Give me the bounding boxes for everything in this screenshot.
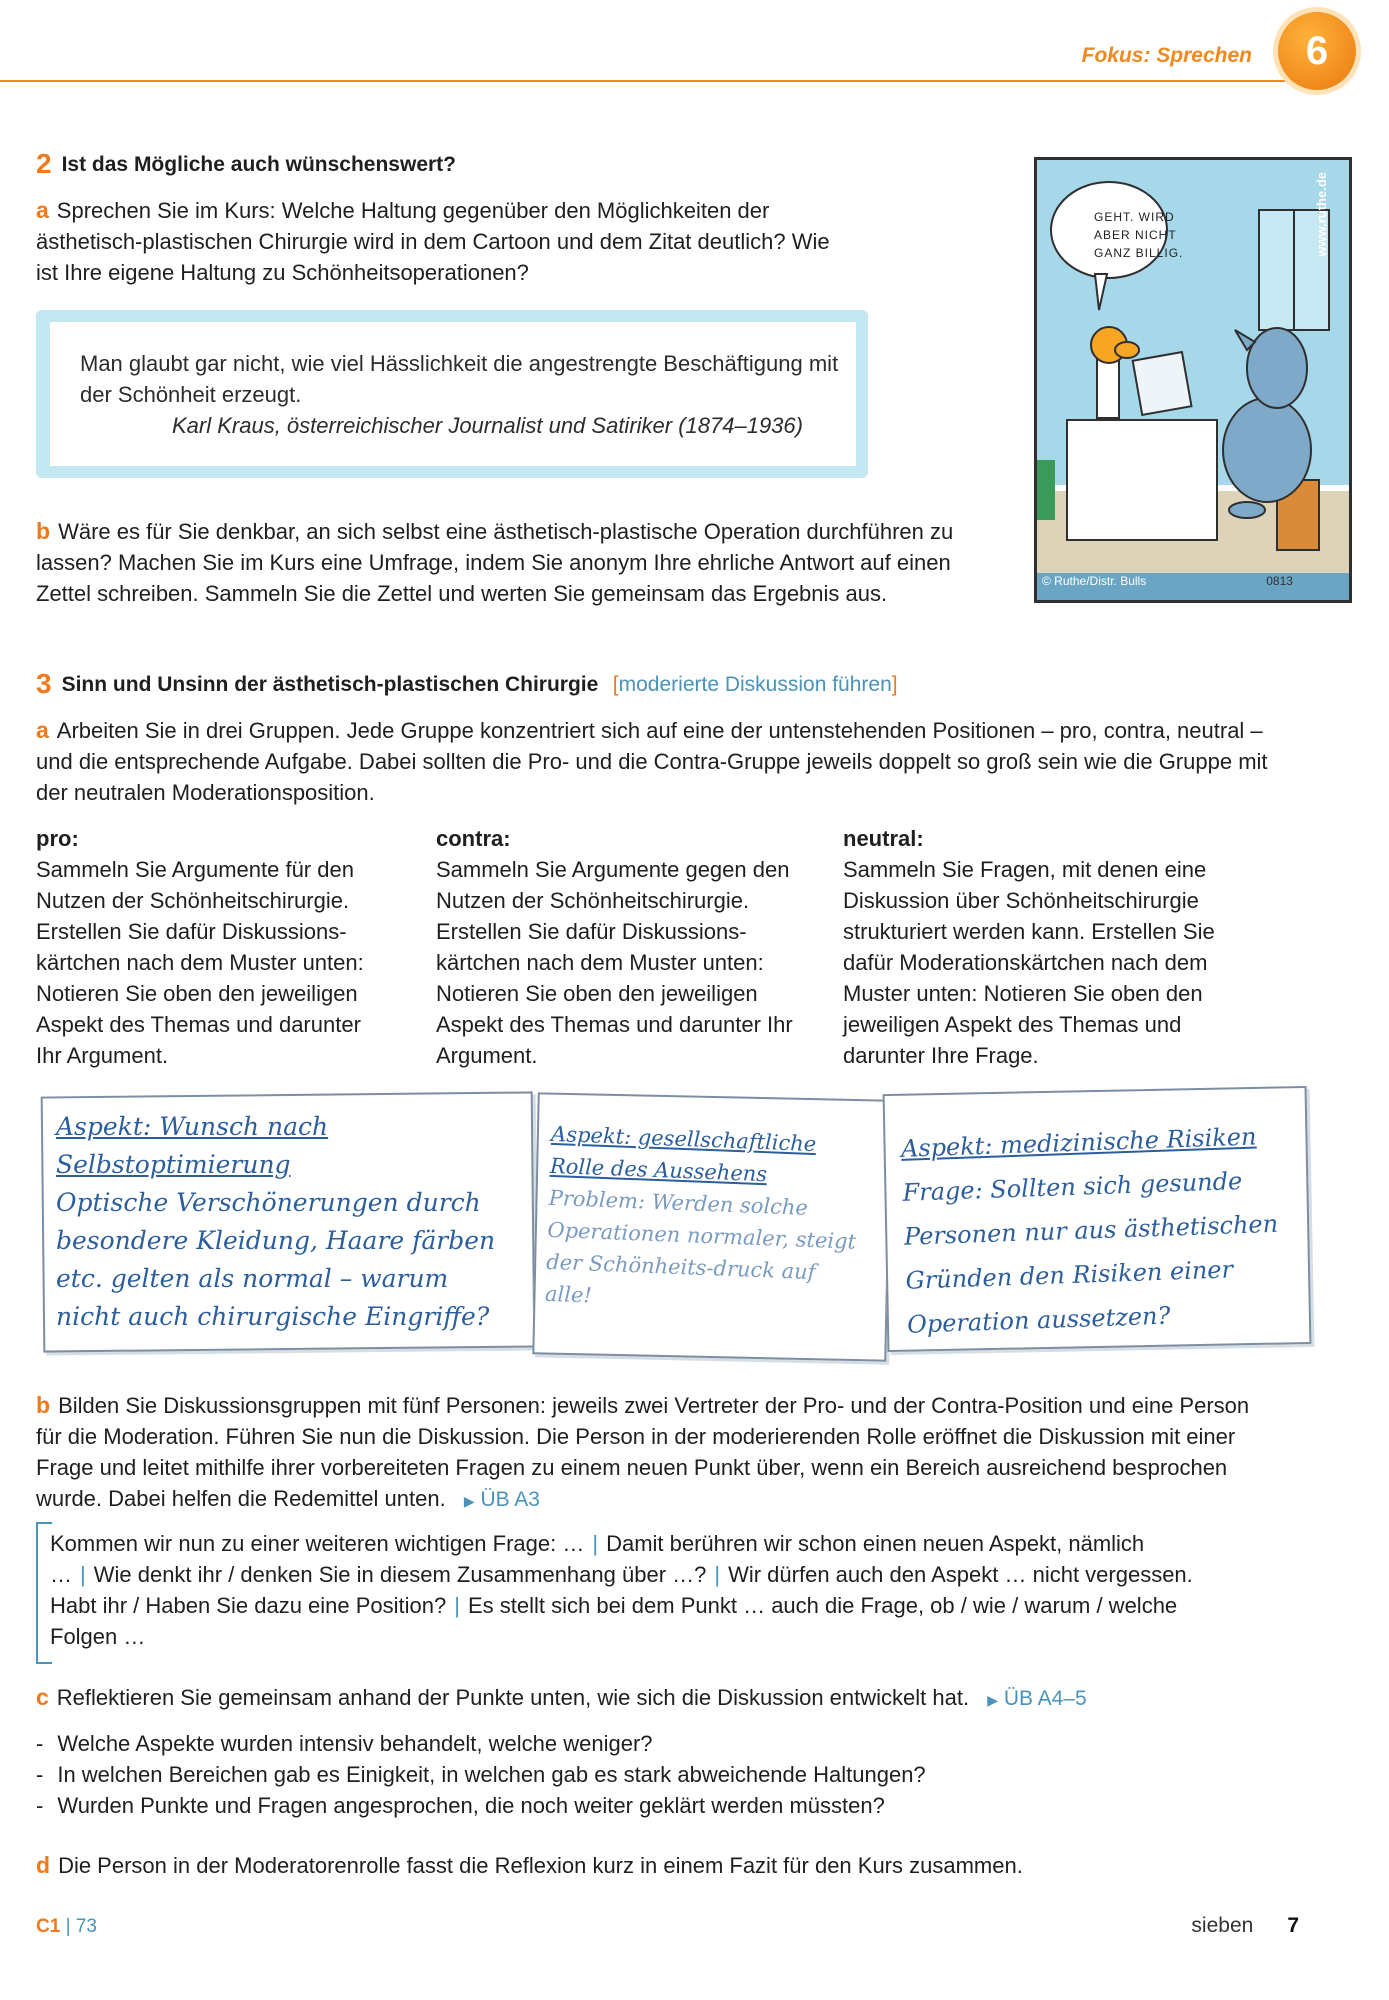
desk — [1067, 420, 1217, 540]
task-letter: b — [36, 1392, 51, 1418]
page-number: 7 — [1287, 1914, 1299, 1937]
section-3-heading — [36, 668, 1336, 700]
card-body: Frage: Sollten sich gesunde Personen nur aus ästhetischen Gründen den Risiken einer Operation aussetzen? — [902, 1166, 1279, 1339]
ref-label: ÜB A4–5 — [1003, 1687, 1087, 1710]
doctor-beak — [1115, 342, 1139, 358]
rhino-head — [1247, 328, 1307, 408]
column-heading: pro: — [36, 826, 79, 851]
phrase: Kommen wir nun zu einer weiteren wichtigen Frage: … — [50, 1531, 585, 1556]
phrase-separator: | — [714, 1562, 721, 1587]
bullet-item: - Wurden Punkte und Fragen angesprochen, die noch weiter geklärt werden müssten? — [36, 1793, 885, 1818]
task-2b — [36, 516, 1006, 609]
task-3a — [36, 715, 1276, 808]
bullet-text: In welchen Bereichen gab es Einigkeit, in welchen gab es stark abweichende Haltungen? — [57, 1762, 926, 1787]
cartoon-credit — [1042, 574, 1293, 588]
plant — [1037, 460, 1055, 520]
column-pro — [36, 823, 386, 1071]
phrase-separator: | — [592, 1531, 599, 1556]
page-word: sieben — [1191, 1914, 1254, 1937]
phrase: Wir dürfen auch den Aspekt … nicht vergessen. Habt ihr / Haben Sie dazu eine Position? — [50, 1562, 1193, 1618]
task-text: Reflektieren Sie gemeinsam anhand der Punkte unten, wie sich die Diskussion entwickelt hat. — [56, 1685, 970, 1710]
task-letter: a — [36, 717, 49, 743]
ref-label: ÜB A3 — [480, 1488, 540, 1511]
doctor-coat — [1097, 358, 1119, 418]
card-body: Problem: Werden solche Operationen normaler, steigt der Schönheits-druck auf alle! — [544, 1185, 857, 1308]
header-rule — [0, 80, 1330, 82]
rhino-body — [1223, 398, 1311, 502]
footer-level: C1 | 73 — [36, 1916, 97, 1937]
column-heading: contra: — [436, 826, 511, 851]
level-label: C1 — [36, 1916, 61, 1937]
phrase: Wie denkt ihr / denken Sie in diesem Zusammenhang über …? — [93, 1562, 707, 1587]
section-number: 3 — [36, 668, 52, 699]
bullet-item: - In welchen Bereichen gab es Einigkeit, in welchen gab es stark abweichende Haltungen? — [36, 1762, 926, 1787]
play-icon: ▶ — [987, 1692, 998, 1708]
task-letter: d — [36, 1852, 51, 1878]
card-body: Optische Verschönerungen durch besondere Kleidung, Haare färben etc. gelten als normal – warum nicht auch chirurgische Eingriffe? — [56, 1188, 496, 1331]
column-neutral — [843, 823, 1258, 1071]
bullet-text: Wurden Punkte und Fragen angesprochen, die noch weiter geklärt werden müssten? — [57, 1793, 885, 1818]
column-heading: neutral: — [843, 826, 924, 851]
bullet-text: Welche Aspekte wurden intensiv behandelt, welche weniger? — [57, 1731, 653, 1756]
section-2-heading — [36, 148, 986, 180]
tag-close: ] — [891, 673, 898, 696]
section-title: Ist das Mögliche auch wünschenswert? — [61, 153, 456, 176]
phrase-separator: | — [80, 1562, 86, 1587]
column-contra — [436, 823, 816, 1071]
task-3d — [36, 1850, 1276, 1881]
exercise-ref-a3[interactable] — [464, 1488, 540, 1511]
task-text: Arbeiten Sie in drei Gruppen. Jede Gruppe konzentriert sich auf eine der untenstehenden Positionen – pro, contra, neutral – und die entsprechende Aufgabe. Dabei sollten die Pro- und die Contra-Gruppe jeweils doppelt so groß sein wie die Gruppe mit der neutralen Moderationsposition. — [36, 718, 1268, 805]
task-3c — [36, 1682, 1276, 1716]
quote-text: Man glaubt gar nicht, wie viel Hässlichkeit die angestrengte Beschäftigung mit der Schönheit erzeugt. — [80, 351, 839, 407]
column-text: Sammeln Sie Argumente für den Nutzen der Schönheitschirurgie. Erstellen Sie dafür Diskussions-kärtchen nach dem Muster unten: Notieren Sie oben den jeweiligen Aspekt des Themas und darunter Ihr Argument. — [36, 857, 364, 1068]
phrase-box — [50, 1528, 1210, 1652]
card-aspect: Aspekt: medizinische Risiken — [900, 1122, 1257, 1163]
card-aspect: Aspekt: gesellschaftliche Rolle des Aussehens — [549, 1121, 817, 1187]
section-number: 2 — [36, 148, 52, 179]
level-code: 73 — [75, 1916, 97, 1937]
tag-text: moderierte Diskussion führen — [618, 673, 892, 696]
card-pro-content — [56, 1108, 506, 1336]
play-icon: ▶ — [463, 1493, 475, 1509]
task-3b — [36, 1390, 1276, 1517]
exercise-ref-a4-5[interactable] — [987, 1687, 1087, 1710]
footer-page — [1191, 1914, 1299, 1938]
phrase: Damit berühren wir schon einen neuen Aspekt, nämlich … — [50, 1531, 1145, 1587]
credit-text: © Ruthe/Distr. Bulls — [1042, 574, 1147, 588]
column-text: Sammeln Sie Argumente gegen den Nutzen der Schönheitschirurgie. Erstellen Sie dafür Diskussions-kärtchen nach dem Muster unten: Notieren Sie oben den jeweiligen Aspekt des Themas und darunter Ihr Argument. — [436, 857, 793, 1068]
phrase: Es stellt sich bei dem Punkt … auch die Frage, ob / wie / warum / welche Folgen … — [50, 1593, 1178, 1649]
cartoon-speech-text: GEHT. WIRD ABER NICHT GANZ BILLIG. — [1094, 210, 1184, 260]
rhino-foot — [1229, 502, 1265, 518]
bullet-item: - Welche Aspekte wurden intensiv behandelt, welche weniger? — [36, 1731, 653, 1756]
task-text: Wäre es für Sie denkbar, an sich selbst eine ästhetisch-plastische Operation durchführen zu lassen? Machen Sie im Kurs eine Umfrage, indem Sie anonym Ihre ehrliche Antwort auf einen Zettel schreiben. Sammeln Sie die Zettel und werten Sie gemeinsam das Ergebnis aus. — [36, 519, 954, 606]
column-text: Sammeln Sie Fragen, mit denen eine Diskussion über Schönheitschirurgie strukturiert werden kann. Erstellen Sie dafür Moderationskärtchen nach dem Muster unten: Notieren Sie oben den jeweiligen Aspekt des Themas und darunter Ihre Frage. — [843, 857, 1215, 1068]
task-text: Die Person in der Moderatorenrolle fasst die Reflexion kurz in einem Fazit für den Kurs zusammen. — [58, 1853, 1023, 1878]
tag-open: [ — [612, 673, 619, 696]
card-aspect: Aspekt: Wunsch nach Selbstoptimierung — [56, 1112, 329, 1179]
section-title: Sinn und Unsinn der ästhetisch-plastischen Chirurgie — [61, 673, 599, 696]
photo-frame — [1133, 352, 1192, 415]
quote-source: Karl Kraus, österreichischer Journalist und Satiriker (1874–1936) — [172, 413, 803, 438]
section-tag — [613, 673, 898, 696]
bubble-tail — [1095, 274, 1107, 310]
task-text: Sprechen Sie im Kurs: Welche Haltung gegenüber den Möglichkeiten der ästhetisch-plastischen Chirurgie wird in dem Cartoon und dem Zitat deutlich? Wie ist Ihre eigene Haltung zu Schönheitsoperationen? — [36, 198, 830, 285]
card-neutral-content — [900, 1113, 1297, 1346]
quote-block — [80, 348, 840, 441]
task-letter: b — [36, 518, 51, 544]
cartoon-website: www.ruthe.de — [1314, 172, 1329, 257]
header-title: Fokus: Sprechen — [1081, 44, 1252, 67]
chapter-badge: 6 — [1278, 12, 1356, 90]
task-letter: a — [36, 197, 49, 223]
task-text: Bilden Sie Diskussionsgruppen mit fünf Personen: jeweils zwei Vertreter der Pro- und der Contra-Position und eine Person für die Moderation. Führen Sie nun die Diskussion. Die Person in der moderierenden Rolle eröffnet die Diskussion mit einer Frage und leitet mithilfe ihrer vorbereiteten Fragen zu einem neuen Punkt über, wenn ein Bereich ausreichend besprochen wurde. Dabei helfen die Redemittel unten. — [36, 1393, 1250, 1511]
phrase-separator: | — [454, 1593, 460, 1618]
task-2a — [36, 195, 856, 288]
card-contra-content — [544, 1118, 871, 1322]
cartoon-code: 0813 — [1266, 574, 1293, 588]
task-letter: c — [36, 1684, 49, 1710]
